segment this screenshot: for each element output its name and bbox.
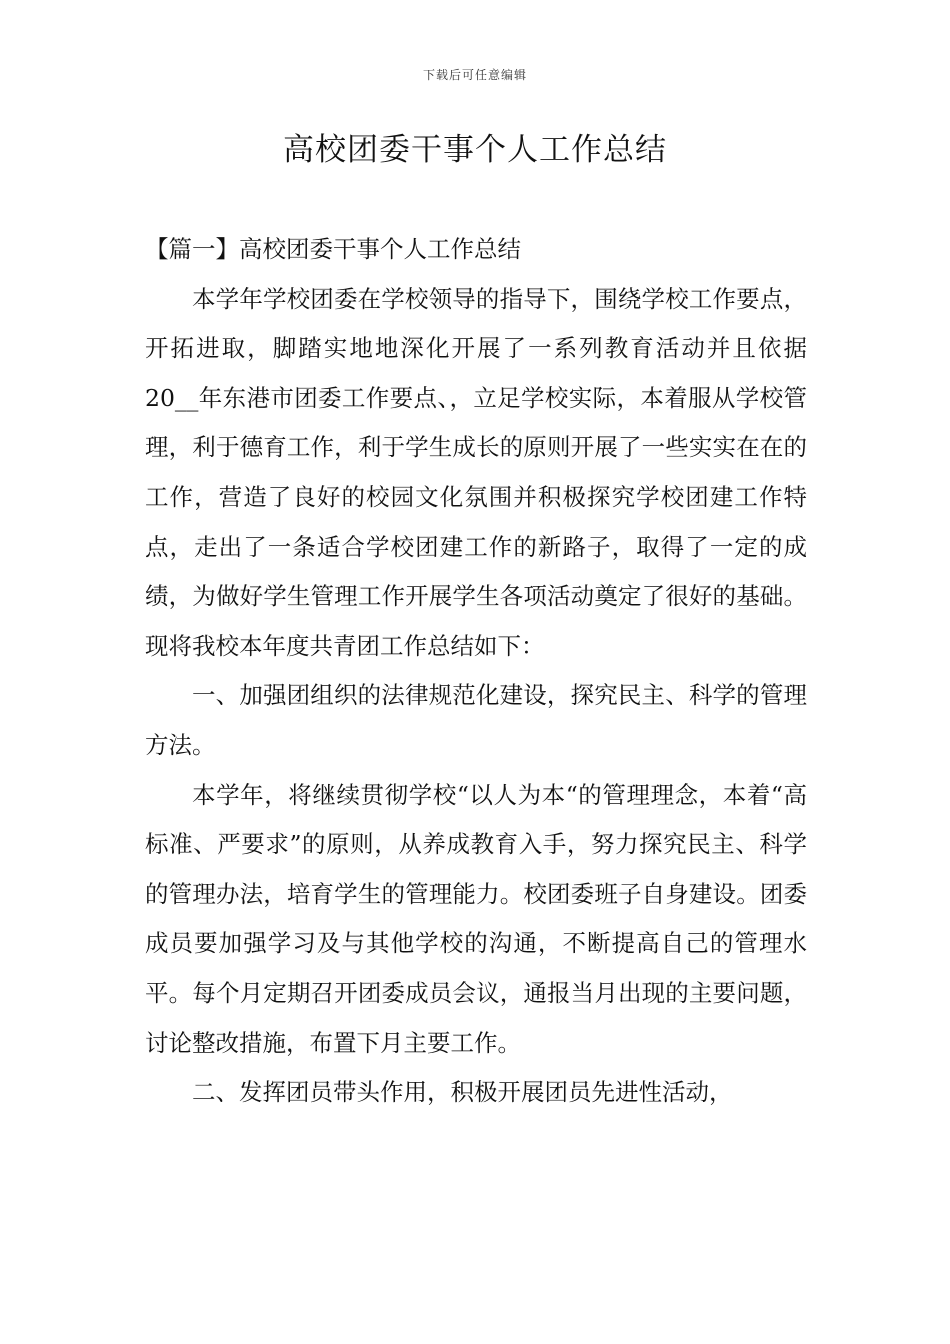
paragraph-point-one-body: 本学年，将继续贯彻学校“以人为本“的管理理念，本着“高标准、严要求”的原则，从养成教育入手，努力探究民主、科学的管理办法，培育学生的管理能力。校团委班子自身建设。团委成员要加强学习及与其他学校的沟通，不断提高自己的管理水平。每个月定期召开团委成员会议，通报当月出现的主要问题，讨论整改措施，布置下月主要工作。 [145,780,807,1057]
document-title: 高校团委干事个人工作总结 [283,132,667,168]
paragraph-point-one-heading: 一、加强团组织的法律规范化建设，探究民主、科学的管理方法。 [145,681,807,759]
paragraph-point-two-heading: 二、发挥团员带头作用，积极开展团员先进性活动， [192,1078,733,1107]
paragraph-intro: 本学年学校团委在学校领导的指导下，围绕学校工作要点，开拓进取，脚踏实地地深化开展了一系列教育活动并且依据20__年东港市团委工作要点、，立足学校实际，本着服从学校管理，利于德育工作，利于学生成长的原则开展了一些实实在在的工作，营造了良好的校园文化氛围并积极探究学校团建工作特点，走出了一条适合学校团建工作的新路子，取得了一定的成绩，为做好学生管理工作开展学生各项活动奠定了很好的基础。现将我校本年度共青团工作总结如下： [145,284,807,660]
header-note: 下载后可任意编辑 [422,68,527,82]
document-body [145,225,807,1118]
section-heading: 【篇一】高校团委干事个人工作总结 [145,235,521,263]
